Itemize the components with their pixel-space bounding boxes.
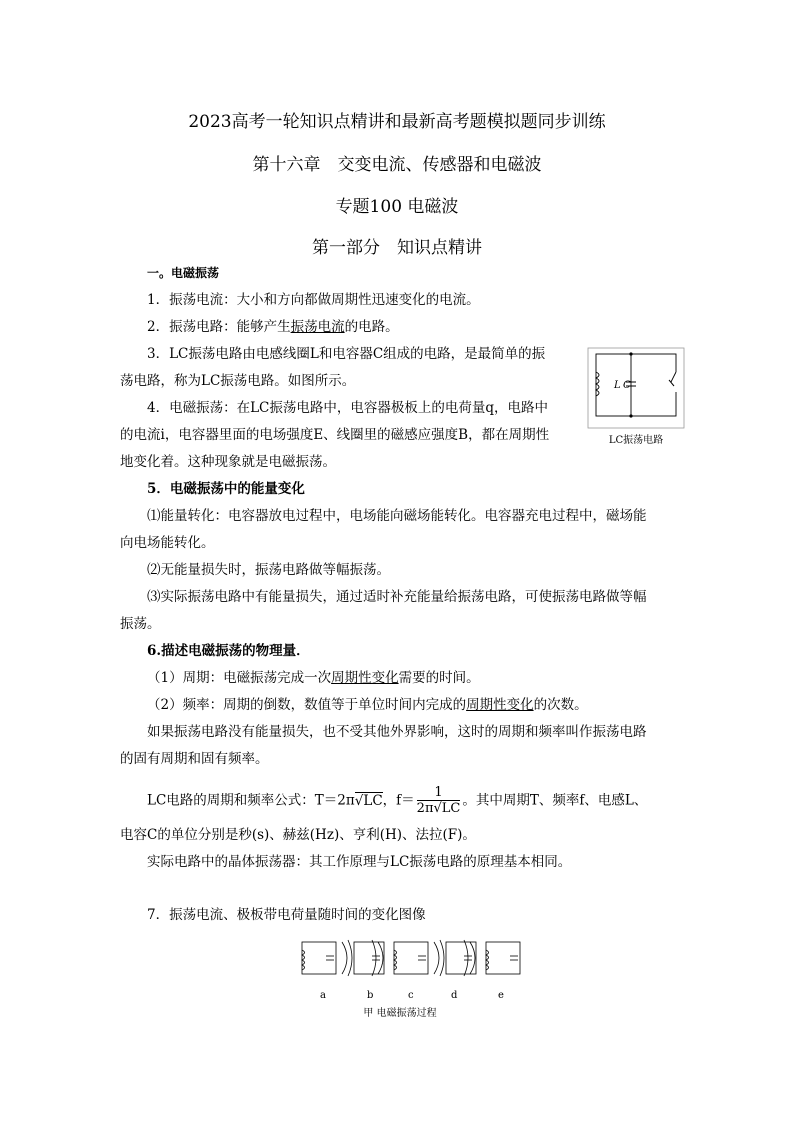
item-4-line-1: 4．电磁振荡：在LC振荡电路中，电容器极板上的电荷量q，电路中 [147,400,549,416]
para-2-line-2: 电容C的单位分别是秒(s)、赫兹(Hz)、亨利(H)、法拉(F)。 [120,827,476,843]
process-caption: 甲 电磁振荡过程 [363,1008,437,1019]
para-1-line-2: 的固有周期和固有频率。 [120,751,269,767]
process-label-e: e [498,990,504,1001]
item-1: 1．振荡电流：大小和方向都做周期性迅速变化的电流。 [147,292,480,308]
item-2-text-a: 2．振荡电路：能够产生 [147,319,291,335]
item-6-2 [147,697,588,713]
item-4-line-2: 的电流i，电容器里面的电场强度E、线圈里的磁感应强度B，都在周期性 [120,427,550,443]
item-6-2-text-b: 的次数。 [533,697,588,713]
process-label-c: c [408,990,414,1001]
formula-fraction [417,786,461,816]
lc-label-c: C [623,380,631,391]
fraction-numerator: 1 [417,786,461,801]
topic-title: 专题100 电磁波 [335,197,459,217]
item-6-2-underlined: 周期性变化 [466,697,534,713]
process-label-a: a [320,990,326,1001]
part-title: 第一部分 知识点精讲 [312,238,482,258]
item-5-3-line-1: ⑶实际振荡电路中有能量损失，通过适时补充能量给振荡电路，可使振荡电路做等幅 [147,589,647,605]
fraction-denominator: 2π√LC [416,801,461,816]
oscillation-process-diagram [298,934,528,984]
item-6-1-underlined: 周期性变化 [331,670,399,686]
fraction-den-prefix: 2π [416,801,434,816]
lc-caption: LC振荡电路 [608,435,664,446]
section-heading: 一。电磁振荡 [147,266,220,280]
item-6-1 [147,670,480,686]
item-5-1-line-1: ⑴能量转化：电容器放电过程中，电场能向磁场能转化。电容器充电过程中，磁场能 [147,508,647,524]
item-2-text-b: 的电路。 [344,319,399,335]
formula-suffix: 。其中周期T、频率f、电感L、 [462,792,648,809]
formula-prefix: LC电路的周期和频率公式：T＝2π [147,792,355,809]
chapter-title: 第十六章 交变电流、传感器和电磁波 [252,155,542,175]
item-6-1-text-b: 需要的时间。 [398,670,480,686]
para-3: 实际电路中的晶体振荡器：其工作原理与LC振荡电路的原理基本相同。 [147,854,572,870]
lc-label-l: L [614,380,621,391]
process-label-b: b [367,990,374,1001]
item-7: 7．振荡电流、极板带电荷量随时间的变化图像 [147,907,426,923]
process-label-d: d [451,990,458,1001]
item-6-1-text-a: （1）周期：电磁振荡完成一次 [147,670,332,686]
formula-mid: ，f＝ [382,792,415,809]
item-6-2-text-a: （2）频率：周期的倒数，数值等于单位时间内完成的 [147,697,467,713]
item-6: 6.描述电磁振荡的物理量． [147,643,310,659]
item-4-line-3: 地变化着。这种现象就是电磁振荡。 [120,454,336,470]
item-2 [147,319,399,335]
item-3-line-1: 3．LC振荡电路由电感线圈L和电容器C组成的电路，是最简单的振 [147,346,546,362]
doc-title: 2023高考一轮知识点精讲和最新高考题模拟题同步训练 [188,112,606,132]
item-5-3-line-2: 振荡。 [120,616,161,632]
item-5-1-line-2: 向电场能转化。 [120,535,215,551]
item-3-line-2: 荡电路，称为LC振荡电路。如图所示。 [120,373,356,389]
formula-sqrt-lc: √LC [354,792,383,809]
item-5: 5．电磁振荡中的能量变化 [147,481,305,497]
lc-circuit-diagram [586,346,686,430]
formula-line [147,786,647,816]
para-1-line-1: 如果振荡电路没有能量损失，也不受其他外界影响，这时的周期和频率叫作振荡电路 [147,724,647,740]
item-5-2: ⑵无能量损失时，振荡电路做等幅振荡。 [147,562,390,578]
item-2-underlined: 振荡电流 [290,319,345,335]
fraction-den-sqrt: LC [441,801,461,816]
formula-sqrt-text: LC [363,792,383,809]
